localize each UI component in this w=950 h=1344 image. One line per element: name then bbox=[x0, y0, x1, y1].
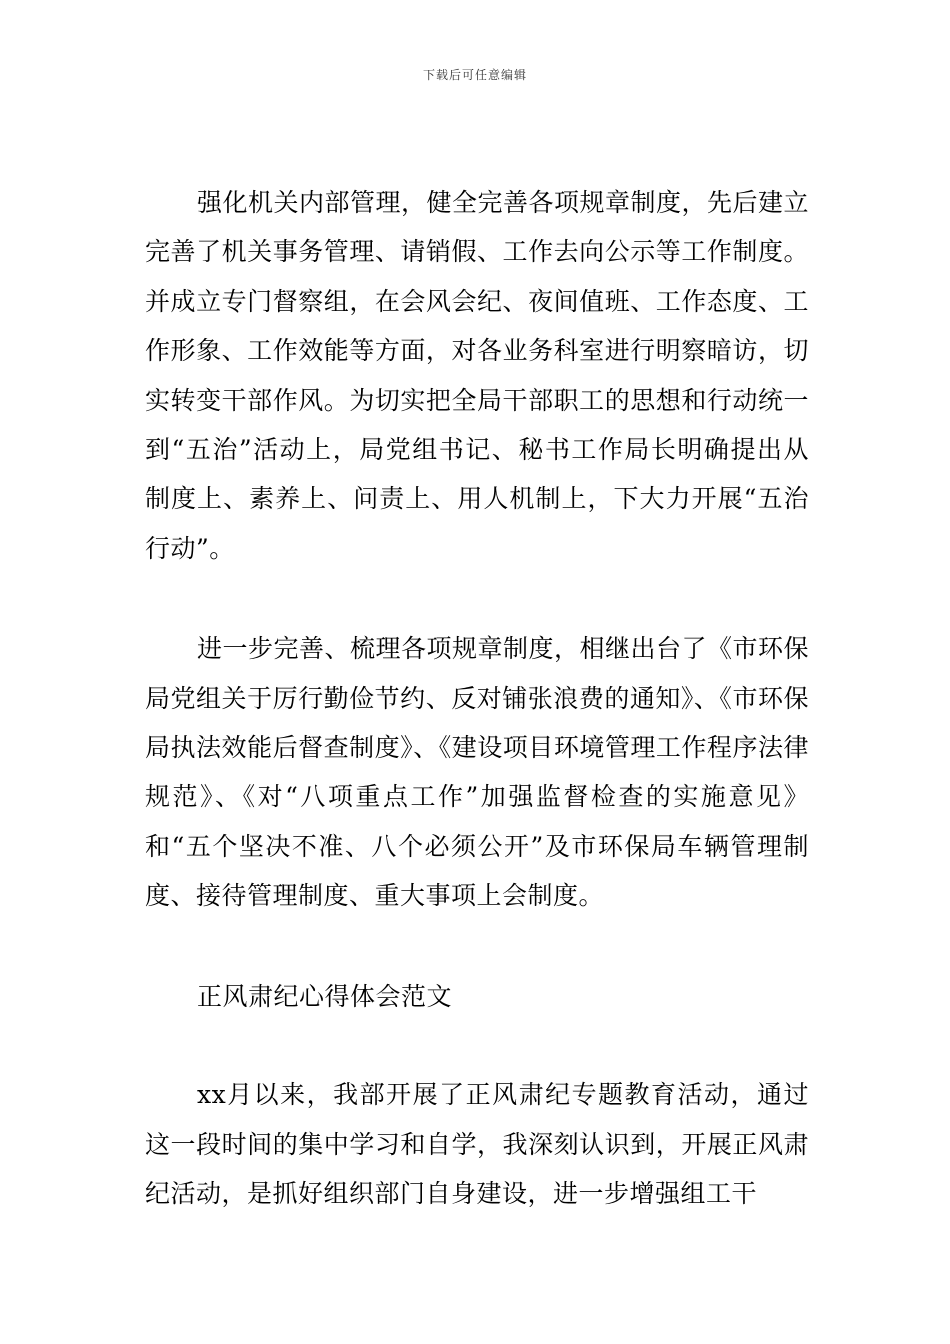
paragraph-rules-regulations: 进一步完善、梳理各项规章制度，相继出台了《市环保局党组关于厉行勤俭节约、反对铺张浪费的通知》、《市环保局执法效能后督查制度》、《建设项目环境管理工作程序法律规范》、《对“八项重点工作”加强监督检查的实施意见》和“五个坚决不准、八个必须公开”及市环保局车辆管理制度、接待管理制度、重大事项上会制度。 bbox=[145, 634, 810, 911]
paragraph-internal-management: 强化机关内部管理，健全完善各项规章制度，先后建立完善了机关事务管理、请销假、工作去向公示等工作制度。并成立专门督察组，在会风会纪、夜间值班、工作态度、工作形象、工作效能等方面，对各业务科室进行明察暗访，切实转变干部作风。为切实把全局干部职工的思想和行动统一到“五治”活动上，局党组书记、秘书工作局长明确提出从制度上、素养上、问责上、用人机制上，下大力开展“五治行动”。 bbox=[145, 188, 810, 563]
document-body bbox=[145, 178, 809, 1269]
page-header-note: 下载后可任意编辑 bbox=[422, 68, 527, 82]
section-heading: 正风肃纪心得体会范文 bbox=[197, 981, 453, 1011]
paragraph-education-activity: xx月以来，我部开展了正风肃纪专题教育活动，通过这一段时间的集中学习和自学，我深刻认识到，开展正风肃纪活动，是抓好组织部门自身建设，进一步增强组工干 bbox=[145, 1080, 809, 1208]
